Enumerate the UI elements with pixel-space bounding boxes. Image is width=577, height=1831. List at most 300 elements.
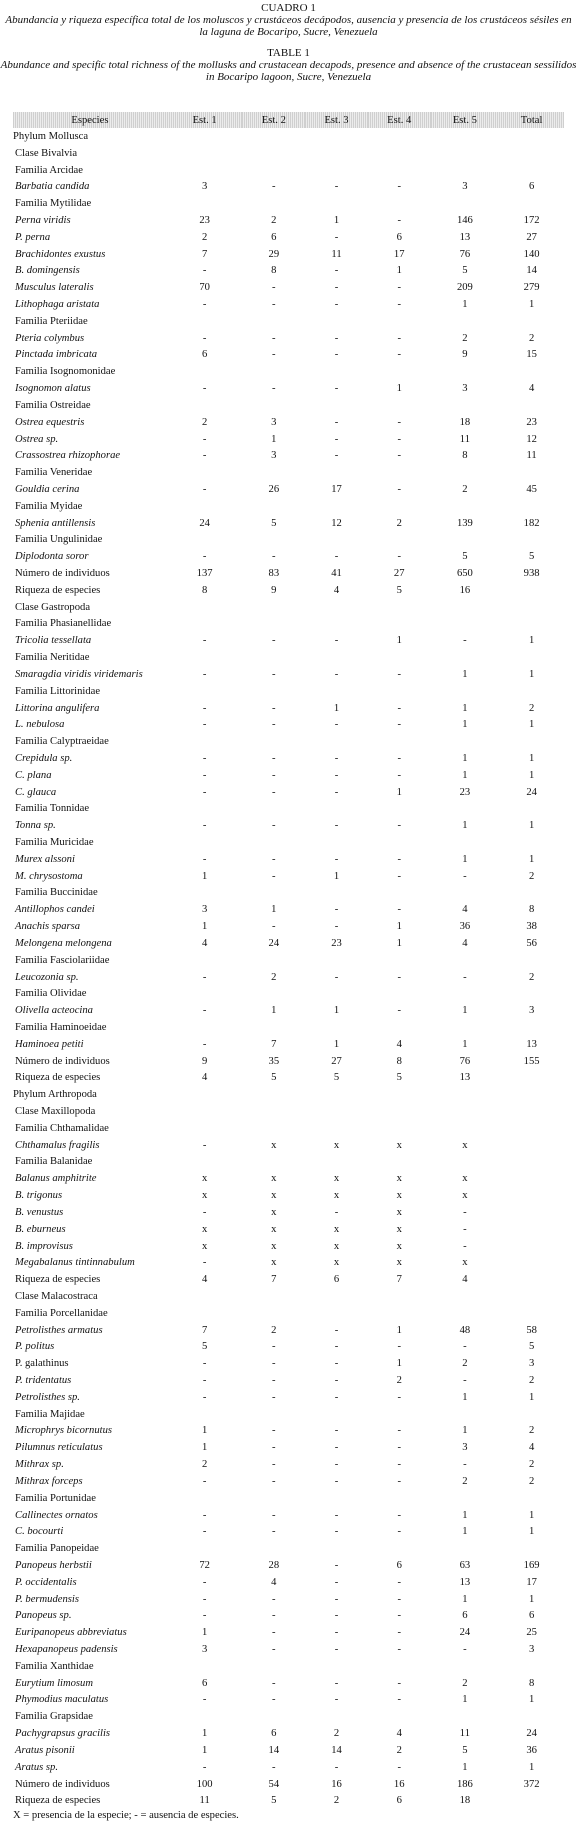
cell-est5: 3 (462, 181, 468, 193)
cell-total: 1 (528, 1694, 535, 1706)
cell-est5 (431, 1540, 500, 1557)
cell-est1 (167, 313, 243, 330)
cell-est2: x (271, 1139, 277, 1151)
table-row (13, 767, 564, 784)
cell-est3: 5 (333, 1072, 340, 1084)
row-label-sp: Antillophos candei (15, 904, 95, 916)
row-label-phylum: Phylum Arthropoda (13, 1089, 97, 1101)
cell-total (499, 885, 564, 902)
cell-est2: 2 (271, 1324, 277, 1336)
cell-total (499, 464, 564, 481)
row-label-sp: Panopeus sp. (15, 1610, 72, 1622)
cell-est4: - (397, 1593, 401, 1605)
cell-total (499, 1154, 564, 1171)
cell-est2: - (272, 1358, 276, 1370)
table-row (13, 1624, 564, 1641)
cell-est1: - (202, 1005, 207, 1017)
cell-est2: - (272, 1391, 276, 1403)
table-row (13, 263, 564, 280)
cell-total (499, 733, 564, 750)
row-label-familia: Familia Olividae (15, 988, 87, 1000)
row-label-sp: Smaragdia viridis viridemaris (15, 668, 143, 680)
cell-total: 58 (526, 1324, 537, 1336)
cell-total (499, 397, 564, 414)
cell-est3: - (334, 1425, 339, 1437)
cell-est3 (305, 363, 368, 380)
cell-est2: 1 (271, 1005, 277, 1017)
cell-est4 (368, 985, 431, 1002)
cell-est2: - (272, 1644, 276, 1656)
cell-est5 (431, 616, 500, 633)
cell-est4: x (396, 1240, 402, 1252)
cell-est2 (242, 532, 305, 549)
cell-est2 (242, 1120, 305, 1137)
cell-est3: - (334, 1459, 339, 1471)
table-row (13, 1154, 564, 1171)
cell-est5: 1 (462, 853, 468, 865)
cell-est4 (368, 885, 431, 902)
table-row (13, 1204, 564, 1221)
row-label-sp: Pilumnus reticulatus (15, 1442, 103, 1454)
cell-est4: 1 (396, 921, 402, 933)
cell-total: 1 (528, 1593, 535, 1605)
cell-est1: - (202, 1139, 207, 1151)
row-label-spn: P. galathinus (15, 1358, 69, 1370)
cell-est4: x (396, 1206, 402, 1218)
cell-est3 (305, 1086, 368, 1103)
cell-est2: x (271, 1173, 277, 1185)
cell-est5 (431, 128, 500, 145)
table-row (13, 431, 564, 448)
cell-total: 1 (528, 853, 535, 865)
cell-total (499, 1406, 564, 1423)
table-row (13, 700, 564, 717)
cell-total: 2 (528, 1375, 535, 1387)
row-label-sp: Balanus amphitrite (15, 1173, 97, 1185)
cell-est4 (368, 599, 431, 616)
table-row (13, 1103, 564, 1120)
cell-total: 2 (528, 1425, 535, 1437)
cell-est4: 8 (396, 1055, 402, 1067)
cell-est1: 2 (202, 231, 208, 243)
row-label-familia: Familia Littorinidae (15, 685, 101, 697)
row-label-total: Riqueza de especies (15, 1795, 101, 1807)
cell-est2: 29 (268, 248, 280, 260)
cell-est3: - (334, 416, 339, 428)
row-label-sp: Olivella acteocina (15, 1005, 93, 1017)
cell-total: 56 (526, 937, 537, 949)
cell-est1 (167, 532, 243, 549)
table-row (13, 1036, 564, 1053)
row-label-sp: C. glauca (15, 786, 57, 798)
cell-est3 (305, 616, 368, 633)
row-label-sp: C. bocourti (15, 1526, 64, 1538)
row-label-sp: Pteria colymbus (15, 332, 85, 344)
cell-total (499, 1137, 564, 1154)
cell-est5: - (463, 1375, 467, 1387)
cell-est1: 1 (202, 1425, 208, 1437)
cell-est5 (431, 649, 500, 666)
cell-est2: - (272, 853, 276, 865)
cell-est1 (167, 1406, 243, 1423)
table-row (13, 195, 564, 212)
cell-est1 (167, 683, 243, 700)
cell-est5: 9 (462, 349, 468, 361)
cell-est5: 1 (462, 299, 468, 311)
cell-est5: 2 (462, 1677, 468, 1689)
cell-est1: 2 (202, 416, 208, 428)
cell-est5: 1 (462, 1005, 468, 1017)
cell-est1: 5 (202, 1341, 208, 1353)
cell-est4: - (397, 820, 401, 832)
cell-est5: 36 (459, 921, 471, 933)
row-label-sp: P. perna (15, 231, 51, 243)
cell-est1: 1 (202, 1627, 208, 1639)
cell-total: 6 (528, 181, 535, 193)
cell-total (499, 649, 564, 666)
table-row (13, 1608, 564, 1625)
cell-est5 (431, 1120, 500, 1137)
row-label-sp: Sphenia antillensis (15, 517, 96, 529)
cell-est5 (431, 733, 500, 750)
cell-est2 (242, 1658, 305, 1675)
table-row (13, 1221, 564, 1238)
cell-est3: - (334, 1475, 339, 1487)
cell-total: 27 (526, 231, 537, 243)
cell-est5: 23 (459, 786, 471, 798)
cell-est3 (305, 1103, 368, 1120)
cell-total: 1 (528, 635, 535, 647)
cell-total: 11 (526, 450, 537, 462)
cell-est2: - (272, 1610, 276, 1622)
cell-est2: - (272, 1627, 276, 1639)
cell-est5 (431, 1305, 500, 1322)
cell-est1 (167, 1708, 243, 1725)
cell-total (499, 1187, 564, 1204)
cell-est5: - (463, 635, 467, 647)
cell-est3: - (334, 1627, 339, 1639)
cell-est2: x (271, 1223, 277, 1235)
cell-est3: 23 (331, 937, 342, 949)
cell-est1 (167, 1103, 243, 1120)
cell-total: 169 (523, 1559, 540, 1571)
cell-est2 (242, 1154, 305, 1171)
cell-est2: - (272, 1694, 276, 1706)
cell-est2: 83 (268, 568, 280, 580)
cell-est2 (242, 885, 305, 902)
cell-est4: - (397, 282, 401, 294)
cell-est3: 2 (333, 1795, 340, 1807)
cell-est5 (431, 834, 500, 851)
row-label-sp: Crepidula sp. (15, 752, 73, 764)
table-row (13, 1692, 564, 1709)
row-label-familia: Familia Chthamalidae (15, 1122, 109, 1134)
cell-total: 1 (528, 719, 535, 731)
cell-est1: 1 (202, 1744, 208, 1756)
table-row (13, 733, 564, 750)
cell-est2 (242, 128, 305, 145)
row-label-sp: Isognomon alatus (15, 383, 91, 395)
cell-est5: 18 (459, 1795, 471, 1807)
cell-est1: 3 (202, 1644, 208, 1656)
cell-est4 (368, 683, 431, 700)
table-row (13, 1288, 564, 1305)
row-label-familia: Familia Pteriidae (15, 315, 88, 327)
cell-est4: 1 (396, 383, 402, 395)
cell-total: 8 (528, 1677, 535, 1689)
table-row (13, 1641, 564, 1658)
cell-est4: 2 (396, 517, 402, 529)
cell-est1: 70 (199, 282, 210, 294)
cell-est4: - (397, 1391, 401, 1403)
cell-est3: - (334, 1593, 339, 1605)
table-row (13, 313, 564, 330)
cell-est1: - (202, 668, 207, 680)
cell-est1 (167, 464, 243, 481)
table-row (13, 1792, 564, 1809)
cell-est5: 63 (459, 1559, 471, 1571)
table-row (13, 1708, 564, 1725)
cell-est1 (167, 733, 243, 750)
cell-est5: 1 (462, 752, 468, 764)
cell-est3: - (334, 299, 339, 311)
cell-est3 (305, 683, 368, 700)
row-label-sp: Crassostrea rhizophorae (15, 450, 121, 462)
cell-est3: - (334, 349, 339, 361)
cell-est5 (431, 145, 500, 162)
cell-est4 (368, 145, 431, 162)
cell-est4: - (397, 719, 401, 731)
column-header-est4: Est. 4 (368, 112, 431, 128)
cell-est2: - (272, 332, 276, 344)
cell-est3: x (333, 1257, 340, 1269)
cell-est4: - (397, 1475, 401, 1487)
cell-est3: 11 (331, 248, 342, 260)
cell-est2: - (272, 921, 276, 933)
cell-est5: 1 (462, 820, 468, 832)
table-row (13, 1776, 564, 1793)
cell-est2 (242, 599, 305, 616)
column-header-est5: Est. 5 (431, 112, 500, 128)
cell-est3: - (334, 1509, 339, 1521)
table-row (13, 548, 564, 565)
cell-total: 938 (523, 568, 540, 580)
cell-est1: - (202, 1375, 207, 1387)
table-row (13, 1473, 564, 1490)
cell-est1: 72 (199, 1559, 210, 1571)
cell-est1 (167, 1490, 243, 1507)
cell-est5: 1 (462, 1761, 468, 1773)
cell-est3: - (334, 853, 339, 865)
cell-est3: - (334, 971, 339, 983)
cell-est3 (305, 885, 368, 902)
cell-est5: 18 (459, 416, 471, 428)
cell-total (499, 1271, 564, 1288)
cell-est5: 2 (462, 1475, 468, 1487)
cell-est3: - (334, 1694, 339, 1706)
cell-est2: - (272, 551, 276, 563)
cell-est2 (242, 1490, 305, 1507)
cell-total (499, 801, 564, 818)
row-label-sp: Euripanopeus abbreviatus (15, 1627, 127, 1639)
table-row (13, 649, 564, 666)
cell-est4: - (397, 1610, 401, 1622)
cell-est5: 2 (462, 483, 468, 495)
cell-total (499, 834, 564, 851)
table-row (13, 347, 564, 364)
cell-est2: 5 (271, 1072, 277, 1084)
row-label-sp: B. trigonus (15, 1190, 63, 1202)
cell-est1: 7 (202, 248, 208, 260)
footnote: X = presencia de la especie; - = ausencia de especies. (13, 1810, 239, 1821)
cell-est3: 1 (333, 702, 340, 714)
row-label-familia: Familia Muricidae (15, 837, 94, 849)
cell-est4: - (397, 1005, 401, 1017)
cell-total: 372 (523, 1778, 540, 1790)
cell-est3 (305, 162, 368, 179)
table-row (13, 1086, 564, 1103)
cell-est4 (368, 363, 431, 380)
cell-est2 (242, 985, 305, 1002)
row-label-sp: Megabalanus tintinnabulum (15, 1257, 135, 1269)
cell-est3: - (334, 786, 339, 798)
cell-est2: x (271, 1190, 277, 1202)
cell-est1: 6 (202, 1677, 208, 1689)
cell-est4 (368, 1490, 431, 1507)
row-label-sp: P. bermudensis (15, 1593, 79, 1605)
cell-est4 (368, 1658, 431, 1675)
row-label-sp: Pinctada imbricata (15, 349, 98, 361)
cell-total: 182 (523, 517, 540, 529)
cell-est4: - (397, 1627, 401, 1639)
cell-est3: - (334, 1559, 339, 1571)
table-row (13, 498, 564, 515)
cell-est2 (242, 1708, 305, 1725)
cell-est5: 1 (462, 702, 468, 714)
cell-est4: - (397, 870, 401, 882)
row-label-sp: Mithrax forceps (15, 1475, 83, 1487)
cell-est1: 6 (202, 349, 208, 361)
cell-est2: 8 (271, 265, 277, 277)
cell-est3: 1 (333, 1005, 340, 1017)
cell-est1 (167, 952, 243, 969)
cell-est1 (167, 1305, 243, 1322)
english-title: Abundance and specific total richness of the mollusks and crustacean decapods, presence and absence of the crustacean sessilidos in Bocaripo lagoon, Sucre, Venezuela (0, 59, 577, 83)
cell-est4 (368, 733, 431, 750)
cell-est2: - (272, 1593, 276, 1605)
cell-total: 279 (523, 282, 540, 294)
row-label-clase: Clase Gastropoda (15, 601, 91, 613)
cell-total: 1 (528, 1509, 535, 1521)
cell-est5 (431, 162, 500, 179)
cell-est5: 48 (459, 1324, 471, 1336)
cell-est1: x (202, 1173, 208, 1185)
cell-est5: 2 (462, 1358, 468, 1370)
cell-total: 2 (528, 702, 535, 714)
row-label-total: Riqueza de especies (15, 1072, 101, 1084)
cell-est1: 100 (196, 1778, 213, 1790)
cell-est1: - (202, 1509, 207, 1521)
cell-est2: 2 (271, 971, 277, 983)
cell-est4: - (397, 904, 401, 916)
table-row (13, 380, 564, 397)
cell-est1: - (202, 1038, 207, 1050)
cell-est2: - (272, 719, 276, 731)
cell-est2 (242, 683, 305, 700)
row-label-sp: Brachidontes exustus (15, 248, 106, 260)
cell-total (499, 985, 564, 1002)
cell-est1 (167, 1540, 243, 1557)
cell-est2: - (272, 181, 276, 193)
cell-est1: - (202, 1761, 207, 1773)
cell-est1: - (202, 752, 207, 764)
cell-est4 (368, 616, 431, 633)
cell-est1: 8 (202, 584, 208, 596)
row-label-clase: Clase Maxillopoda (15, 1106, 96, 1118)
cell-est4: - (397, 1677, 401, 1689)
cell-est3 (305, 145, 368, 162)
cell-est5: 16 (459, 584, 471, 596)
cell-est4 (368, 195, 431, 212)
row-label-sp: Ostrea equestris (15, 416, 85, 428)
cell-total: 1 (528, 299, 535, 311)
cell-est3: - (334, 1644, 339, 1656)
row-label-familia: Familia Majidae (15, 1408, 85, 1420)
cell-est5: 1 (462, 1593, 468, 1605)
row-label-familia: Familia Ungulinidae (15, 534, 103, 546)
cell-est2: - (272, 1475, 276, 1487)
cell-est1: - (202, 1694, 207, 1706)
table-row (13, 969, 564, 986)
cell-est5 (431, 599, 500, 616)
cell-est5: - (463, 1644, 467, 1656)
cell-est3: - (334, 921, 339, 933)
cell-est4: 27 (393, 568, 405, 580)
row-label-sp: Leucozonia sp. (15, 971, 79, 983)
cell-total (499, 1540, 564, 1557)
table-row (13, 1725, 564, 1742)
cell-total (499, 363, 564, 380)
cell-est4 (368, 1103, 431, 1120)
table-row (13, 363, 564, 380)
table-row (13, 1456, 564, 1473)
row-label-sp: Petrolisthes sp. (15, 1391, 80, 1403)
cell-est2 (242, 498, 305, 515)
cuadro-label: CUADRO 1 (261, 2, 316, 14)
cell-est3: x (333, 1190, 340, 1202)
cell-est5 (431, 498, 500, 515)
cell-total: 12 (526, 433, 537, 445)
cell-est3: - (334, 1324, 339, 1336)
cell-est5: 13 (459, 1072, 471, 1084)
cell-est3: - (334, 332, 339, 344)
cell-total: 25 (526, 1627, 537, 1639)
cell-est2 (242, 145, 305, 162)
cell-est1: - (202, 1475, 207, 1487)
cell-total (499, 128, 564, 145)
table-row (13, 481, 564, 498)
table-row (13, 1389, 564, 1406)
cell-est5 (431, 683, 500, 700)
cell-est5: 1 (462, 769, 468, 781)
cell-est5: x (462, 1173, 468, 1185)
cell-est4 (368, 1086, 431, 1103)
cell-est4: - (397, 752, 401, 764)
cell-est3: - (334, 265, 339, 277)
cell-est1: 11 (199, 1795, 210, 1807)
row-label-sp: Tonna sp. (15, 820, 56, 832)
cell-est4: - (397, 1425, 401, 1437)
